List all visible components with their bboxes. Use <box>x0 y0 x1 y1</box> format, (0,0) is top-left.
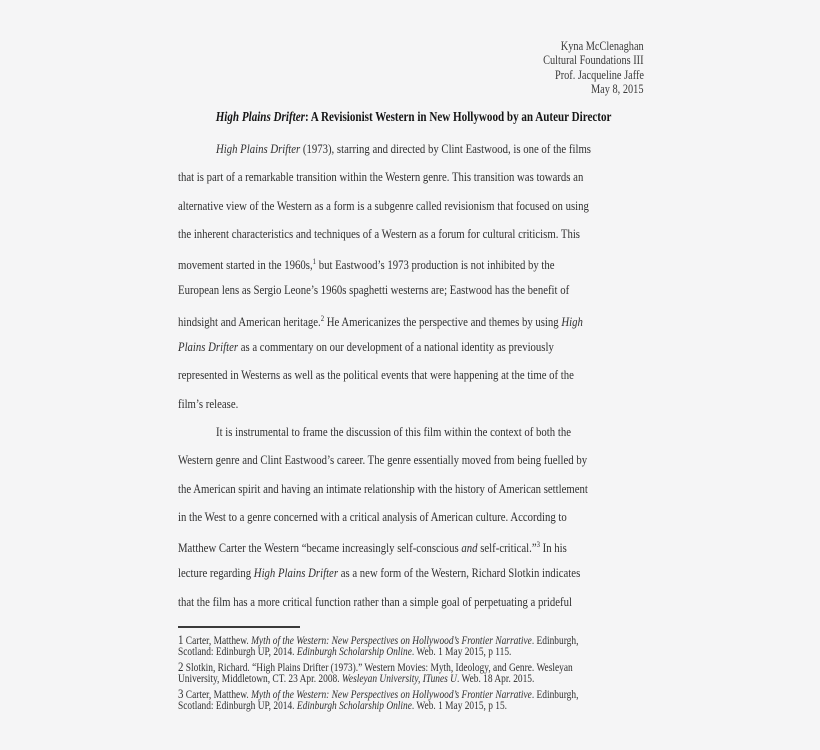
text-run: . Edinburgh, <box>531 635 579 647</box>
header-line <box>178 68 644 82</box>
text-run: It is instrumental to frame the discussion of this film within the context of both the <box>216 424 571 439</box>
text-run: University, Middletown, CT. 23 Apr. 2008. <box>178 673 342 686</box>
text-run: Wesleyan University, ITunes U <box>341 673 457 686</box>
text-run: as a new form of the Western, Richard Slotkin indicates <box>338 566 581 581</box>
header-line <box>178 53 644 67</box>
text-run: Scotland: Edinburgh UP, 2014. <box>178 646 297 659</box>
text-run: Edinburgh Scholarship Online <box>296 699 412 712</box>
body-line <box>178 163 738 191</box>
footnote-number: 3 <box>178 685 184 701</box>
body-line <box>178 475 738 503</box>
header-line <box>178 39 644 53</box>
text-run: the American spirit and having an intimate relationship with the history of American settlement <box>178 481 588 496</box>
footnote-separator <box>178 626 300 628</box>
footnote-line <box>178 660 738 673</box>
essay-title <box>178 108 642 126</box>
body-text <box>178 135 738 616</box>
text-run: as a commentary on our development of a national identity as previously <box>238 340 554 355</box>
text-run: lecture regarding <box>178 566 254 581</box>
footnote-line <box>178 646 738 659</box>
body-line <box>178 333 738 361</box>
text-run: Western genre and Clint Eastwood’s career. The genre essentially moved from being fuelled by <box>178 453 588 468</box>
text-run: that is part of a remarkable transition within the Western genre. This transition was towards an <box>178 170 584 185</box>
text-run: hindsight and American heritage. <box>178 314 321 329</box>
body-line <box>178 503 738 531</box>
text-run: High Plains Drifter <box>253 566 339 581</box>
footnote-number: 1 <box>178 632 184 647</box>
text-run: European lens as Sergio Leone’s 1960s spaghetti westerns are; Eastwood has the benefit of <box>178 283 570 298</box>
text-run: represented in Westerns as well as the political events that were happening at the time of the <box>178 368 574 383</box>
text-run: Edinburgh Scholarship Online <box>296 646 412 659</box>
text-run: . Web. 1 May 2015, p 15. <box>411 699 508 712</box>
footnote-marker: 3 <box>536 540 540 550</box>
text-run: self-critical.” <box>477 541 537 556</box>
professor-name: Prof. Jacqueline Jaffe <box>554 67 644 82</box>
text-run: Myth of the Western: New Perspectives on Hollywood’s Frontier Narrative <box>251 688 532 701</box>
text-run: in the West to a genre concerned with a critical analysis of American culture. According to <box>178 509 567 524</box>
body-line <box>178 248 738 276</box>
text-run: Plains Drifter <box>178 340 239 355</box>
text-run: High <box>561 314 583 329</box>
date: May 8, 2015 <box>591 82 644 97</box>
footnote-line <box>178 687 738 700</box>
text-run: film’s release. <box>178 396 239 411</box>
text-run: that the film has a more critical function rather than a simple goal of perpetuating a prideful <box>178 594 573 609</box>
header-line <box>178 82 644 96</box>
text-run: High Plains Drifter <box>215 109 305 124</box>
footnote-line <box>178 700 738 713</box>
body-line <box>178 192 738 220</box>
text-run: Myth of the Western: New Perspectives on Hollywood’s Frontier Narrative <box>251 635 532 647</box>
body-line <box>178 418 738 446</box>
footnote-marker: 1 <box>312 257 317 267</box>
text-run: In his <box>539 541 567 556</box>
text-run: . Edinburgh, <box>531 688 579 701</box>
text-run: the inherent characteristics and techniques of a Western as a forum for cultural criticism. This <box>178 226 581 241</box>
text-run: alternative view of the Western as a form is a subgenre called revisionism that focused on using <box>178 198 589 213</box>
essay-title-text <box>216 108 612 126</box>
text-run: High Plains Drifter <box>216 142 301 156</box>
author-name: Kyna McClenaghan <box>561 39 644 53</box>
text-run: : A Revisionist Western in New Hollywood by an Auteur Director <box>304 109 612 124</box>
body-line <box>178 220 738 248</box>
text-run: but Eastwood’s 1973 production is not inhibited by the <box>316 258 555 273</box>
body-line <box>178 531 738 559</box>
footnote-marker: 2 <box>320 313 325 323</box>
footnote-line <box>178 633 738 646</box>
text-run: Scotland: Edinburgh UP, 2014. <box>178 699 297 712</box>
text-run: Matthew Carter the Western “became increasingly self-conscious <box>178 541 462 556</box>
body-line <box>178 559 738 587</box>
body-line <box>178 135 738 163</box>
header-block <box>178 39 644 97</box>
text-run: . Web. 1 May 2015, p 115. <box>411 646 512 659</box>
text-run: and <box>461 541 478 556</box>
body-line <box>178 276 738 304</box>
text-run: . Web. 18 Apr. 2015. <box>456 673 535 686</box>
body-line <box>178 588 738 616</box>
body-line <box>178 390 738 418</box>
footnote-number: 2 <box>178 658 184 674</box>
body-line <box>178 305 738 333</box>
footnote-line <box>178 673 738 686</box>
body-line <box>178 361 738 389</box>
text-run: (1973), starring and directed by Clint Eastwood, is one of the films <box>300 142 591 156</box>
course-name: Cultural Foundations III <box>543 53 644 68</box>
text-run: He Americanizes the perspective and themes by using <box>324 314 562 329</box>
text-run: movement started in the 1960s, <box>178 258 313 273</box>
text-run: Carter, Matthew. <box>183 688 252 701</box>
footnotes-block <box>178 633 738 713</box>
text-run: Slotkin, Richard. “High Plains Drifter (1973).” Western Movies: Myth, Ideology, and Genre. Wesleyan <box>183 661 573 674</box>
text-run: Carter, Matthew. <box>183 635 252 647</box>
body-line <box>178 446 738 474</box>
